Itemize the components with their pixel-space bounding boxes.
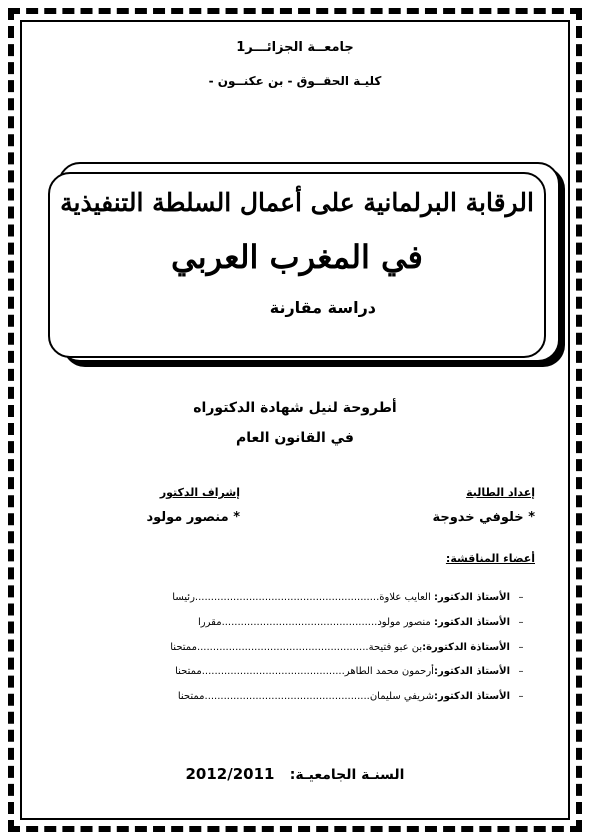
thesis-field: في القانون العام: [236, 430, 354, 446]
committee-member: –الأستاذ الدكتور:شريفي سليمان....................................................ممتحنا: [52, 691, 532, 702]
thesis-subtitle: دراسة مقارنة: [269, 298, 376, 317]
thesis-title-line1: الرقابة البرلمانية على أعمال السلطة التنفيذية: [60, 188, 534, 217]
supervisor-label: إشراف الدكتور: [159, 486, 240, 499]
committee-member: –الأستاذ الدكتور: منصور مولود.................................................مقررا: [52, 617, 532, 628]
committee-member: –الأستاذ الدكتور:أرحمون محمد الطاهر.............................................ممتحنا: [52, 666, 532, 677]
committee-member: –الأستاذة الدكتورة:بن عبو فتيحة......................................................ممتحنا: [52, 642, 532, 653]
list-dash: –: [518, 617, 524, 628]
student-label: إعداد الطالبة: [466, 486, 535, 499]
list-dash: –: [518, 642, 524, 653]
thesis-title-line2: في المغرب العربي: [171, 238, 423, 276]
academic-year: [0, 764, 590, 783]
list-dash: –: [518, 592, 524, 603]
list-dash: –: [518, 666, 524, 677]
thesis-degree: أطروحة لنيل شهادة الدكتوراه: [193, 400, 397, 416]
academic-year-value: 2012/2011: [185, 765, 275, 783]
committee-label: أعضاء المناقشة:: [445, 552, 535, 565]
faculty-name: كليـة الحقــوق - بن عكنــون -: [208, 74, 382, 88]
committee-member: –الأستاذ الدكتور: العايب علاوة..........................................................رئيسا: [52, 592, 532, 603]
supervisor-name: * منصور مولود: [146, 510, 240, 525]
student-name: * خلوفي خدوجة: [432, 510, 535, 525]
university-name: جامعــة الجزائـــر1: [236, 40, 354, 55]
list-dash: –: [518, 691, 524, 702]
academic-year-label: السنـة الجامعيـة:: [289, 767, 405, 783]
